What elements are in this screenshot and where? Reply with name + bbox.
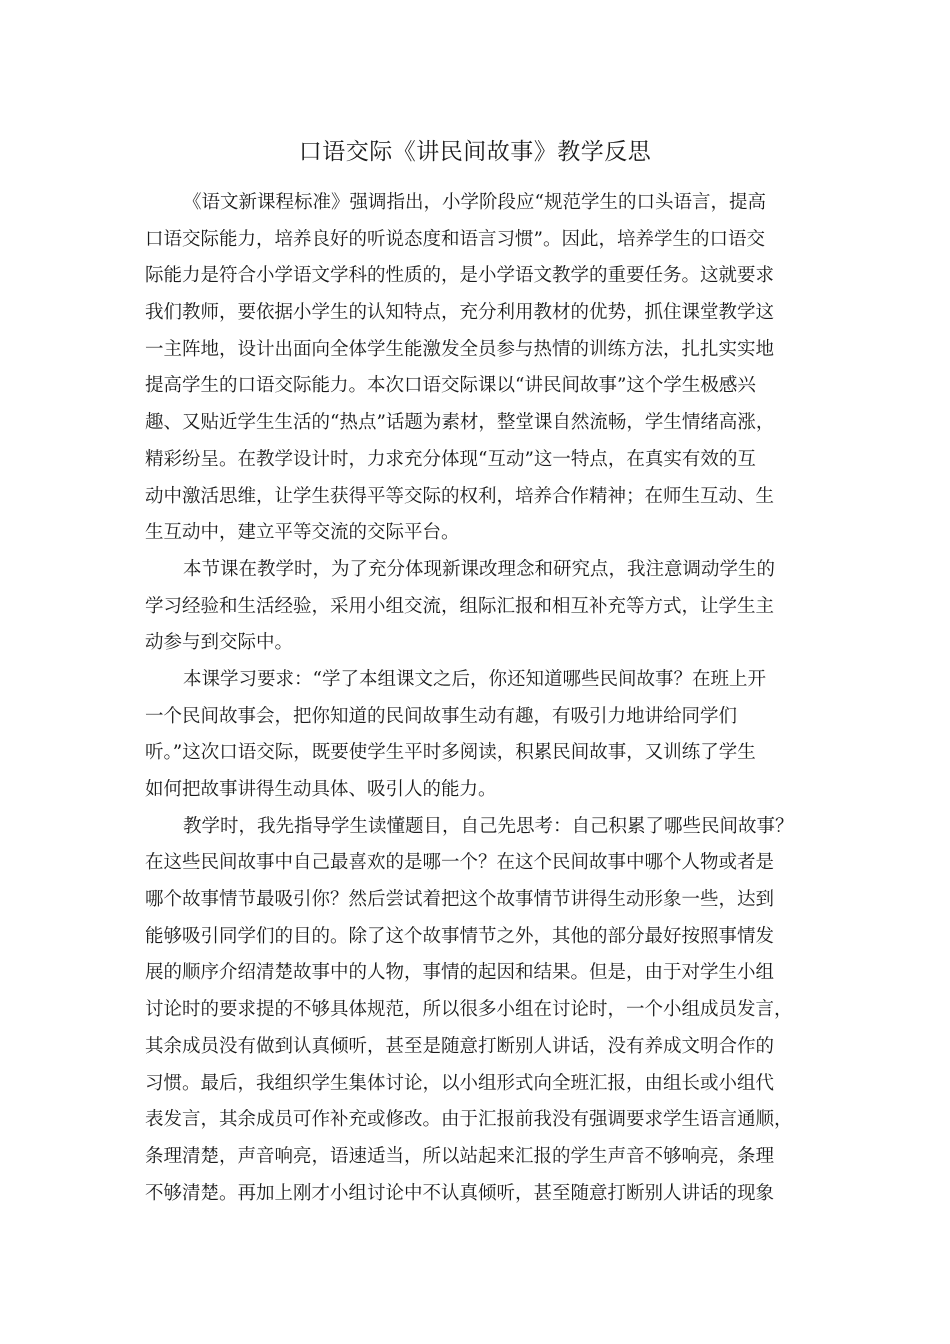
text-line: 如何把故事讲得生动具体、吸引人的能力。 xyxy=(145,779,497,800)
document-body xyxy=(145,185,801,1212)
text-line: 其余成员没有做到认真倾听，甚至是随意打断别人讲话，没有养成文明合作的 xyxy=(145,1035,775,1057)
text-line: 际能力是符合小学语文学科的性质的，是小学语文教学的重要任务。这就要求 xyxy=(145,265,775,287)
text-line: 讨论时的要求提的不够具体规范，所以很多小组在讨论时，一个小组成员发言， xyxy=(145,999,793,1021)
text-line: 条理清楚，声音响亮，语速适当，所以站起来汇报的学生声音不够响亮，条理 xyxy=(145,1145,775,1167)
text-line: 一个民间故事会，把你知道的民间故事生动有趣，有吸引力地讲给同学们 xyxy=(145,705,738,727)
text-line: 口语交际能力，培养良好的听说态度和语言习惯”。因此，培养学生的口语交 xyxy=(145,228,765,250)
text-line: 在这些民间故事中自己最喜欢的是哪一个？在这个民间故事中哪个人物或者是 xyxy=(145,852,775,874)
text-line: 不够清楚。再加上刚才小组讨论中不认真倾听，甚至随意打断别人讲话的现象 xyxy=(145,1182,775,1204)
text-line: 精彩纷呈。在教学设计时，力求充分体现“互动”这一特点，在真实有效的互 xyxy=(145,448,756,470)
text-line: 动参与到交际中。 xyxy=(145,632,294,654)
text-line: 哪个故事情节最吸引你？然后尝试着把这个故事情节讲得生动形象一些，达到 xyxy=(145,889,775,911)
text-line: 生互动中，建立平等交流的交际平台。 xyxy=(145,522,460,544)
text-line: 教学时，我先指导学生读懂题目，自己先思考：自己积累了哪些民间故事？ xyxy=(183,815,794,837)
text-line: 提高学生的口语交际能力。本次口语交际课以“讲民间故事”这个学生极感兴 xyxy=(145,375,756,397)
text-line: 展的顺序介绍清楚故事中的人物，事情的起因和结果。但是，由于对学生小组 xyxy=(145,962,775,984)
text-line: 一主阵地，设计出面向全体学生能激发全员参与热情的训练方法，扎扎实实地 xyxy=(145,338,775,360)
text-line: 听。”这次口语交际，既要使学生平时多阅读，积累民间故事，又训练了学生 xyxy=(145,742,756,764)
text-line: 《语文新课程标准》强调指出，小学阶段应“规范学生的口头语言，提高 xyxy=(183,192,766,213)
text-line: 本节课在教学时，为了充分体现新课改理念和研究点，我注意调动学生的 xyxy=(183,558,776,580)
text-line: 学习经验和生活经验，采用小组交流，组际汇报和相互补充等方式，让学生主 xyxy=(145,595,775,617)
text-line: 本课学习要求：“学了本组课文之后，你还知道哪些民间故事？在班上开 xyxy=(183,668,766,690)
document-title: 口语交际《讲民间故事》教学反思 xyxy=(298,139,652,165)
text-line: 习惯。最后，我组织学生集体讨论，以小组形式向全班汇报，由组长或小组代 xyxy=(145,1072,775,1094)
text-line: 动中激活思维，让学生获得平等交际的权利，培养合作精神；在师生互动、生 xyxy=(145,485,775,507)
text-line: 趣、又贴近学生生活的“热点”话题为素材，整堂课自然流畅，学生情绪高涨， xyxy=(145,412,775,434)
text-line: 表发言，其余成员可作补充或修改。由于汇报前我没有强调要求学生语言通顺， xyxy=(145,1109,793,1131)
text-line: 能够吸引同学们的目的。除了这个故事情节之外，其他的部分最好按照事情发 xyxy=(145,925,775,947)
text-line: 我们教师，要依据小学生的认知特点，充分利用教材的优势，抓住课堂教学这 xyxy=(145,302,775,324)
